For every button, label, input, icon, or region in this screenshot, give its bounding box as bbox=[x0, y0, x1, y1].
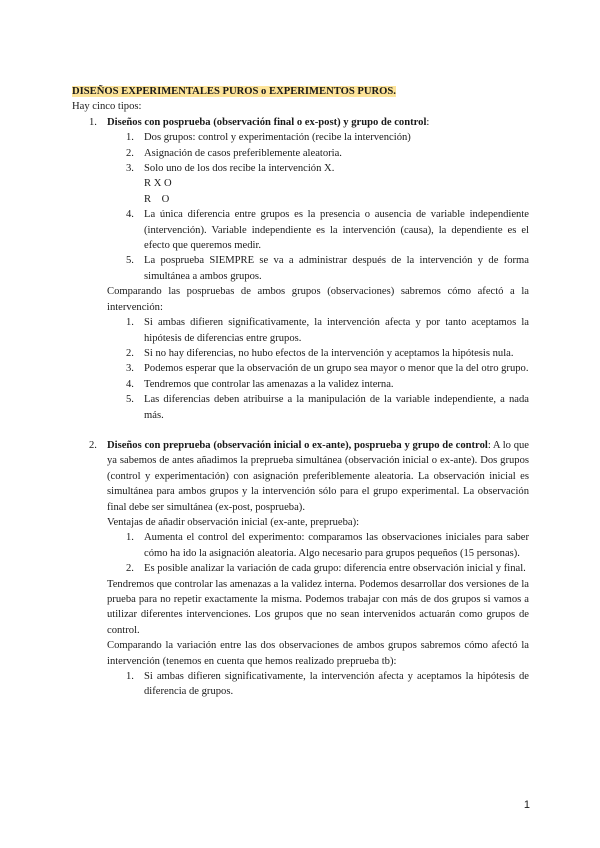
list-number: 1. bbox=[126, 317, 134, 329]
list-number: 1. bbox=[126, 132, 134, 144]
list-item bbox=[72, 253, 529, 284]
section-2-heading bbox=[72, 438, 529, 515]
section-number: 1. bbox=[89, 116, 97, 128]
list-number: 2. bbox=[126, 563, 134, 575]
section-1-heading bbox=[72, 115, 529, 130]
list-item bbox=[72, 669, 529, 700]
list-number: 3. bbox=[126, 363, 134, 375]
list-item bbox=[72, 392, 529, 423]
list-text: La única diferencia entre grupos es la presencia o ausencia de variable independiente (intervención). Variable independiente es la intervención (causa), la dependiente es el efecto que queremos medir. bbox=[144, 209, 529, 252]
section-2-title: Diseños con preprueba (observación inicial o ex-ante), posprueba y grupo de control bbox=[107, 439, 488, 451]
list-text: Si ambas difieren significativamente, la intervención afecta y por tanto aceptamos la hipótesis de diferencias entre grupos. bbox=[144, 317, 529, 344]
design-notation bbox=[72, 176, 529, 207]
list-item bbox=[72, 346, 529, 361]
list-item bbox=[72, 146, 529, 161]
page-content bbox=[72, 84, 529, 700]
list-text: Si ambas difieren significativamente, la intervención afecta y aceptamos la hipótesis de diferencia de grupos. bbox=[144, 671, 529, 698]
list-item bbox=[72, 377, 529, 392]
advantages-label: Ventajas de añadir observación inicial (ex-ante, preprueba): bbox=[107, 516, 360, 528]
section-number: 2. bbox=[89, 439, 97, 451]
list-text: La posprueba SIEMPRE se va a administrar después de la intervención y de forma simultánea a ambos grupos. bbox=[144, 255, 529, 282]
list-number: 1. bbox=[126, 671, 134, 683]
list-text: Si no hay diferencias, no hubo efectos de la intervención y aceptamos la hipótesis nula. bbox=[144, 347, 514, 359]
list-text: Es posible analizar la variación de cada grupo: diferencia entre observación inicial y final. bbox=[144, 563, 526, 575]
list-item bbox=[72, 315, 529, 346]
list-item bbox=[72, 161, 529, 176]
section-1-comparison: Comparando las pospruebas de ambos grupos (observaciones) sabremos cómo afectó a la intervención: bbox=[107, 286, 529, 313]
section-2-paragraph: Tendremos que controlar las amenazas a la validez interna. Podemos desarrollar dos versiones de la prueba para no repetir exactamente la misma. Podemos trabajar con más de dos grupos si vamos a utilizar diferentes intervenciones. Los grupos que no sean intervenidos actuarán como grupos de control. bbox=[107, 578, 529, 636]
list-text: Tendremos que controlar las amenazas a la validez interna. bbox=[144, 378, 394, 390]
list-number: 5. bbox=[126, 255, 134, 267]
list-number: 3. bbox=[126, 163, 134, 175]
title-line bbox=[72, 84, 529, 99]
list-number: 2. bbox=[126, 347, 134, 359]
design-line-experimental: R X O bbox=[144, 178, 172, 190]
list-text: Las diferencias deben atribuirse a la manipulación de la variable independiente, a nada más. bbox=[144, 394, 529, 421]
list-item bbox=[72, 530, 529, 561]
list-number: 5. bbox=[126, 394, 134, 406]
list-text: Aumenta el control del experimento: comparamos las observaciones iniciales para saber cómo ha ido la asignación aleatoria. Algo necesario para grupos pequeños (15 personas). bbox=[144, 532, 529, 559]
list-text: Dos grupos: control y experimentación (recibe la intervención) bbox=[144, 132, 411, 144]
list-item bbox=[72, 561, 529, 576]
design-line-control: R O bbox=[144, 193, 170, 205]
intro-text: Hay cinco tipos: bbox=[72, 101, 142, 113]
section-spacer bbox=[72, 423, 529, 438]
list-item bbox=[72, 361, 529, 376]
list-text: Solo uno de los dos recibe la intervención X. bbox=[144, 163, 335, 175]
list-text: Asignación de casos preferiblemente aleatoria. bbox=[144, 147, 342, 159]
list-number: 4. bbox=[126, 378, 134, 390]
list-item bbox=[72, 207, 529, 253]
list-text: Podemos esperar que la observación de un grupo sea mayor o menor que la del otro grupo. bbox=[144, 363, 529, 375]
document-title: DISEÑOS EXPERIMENTALES PUROS o EXPERIMENTOS PUROS. bbox=[72, 86, 396, 97]
list-number: 4. bbox=[126, 209, 134, 221]
list-number: 2. bbox=[126, 147, 134, 159]
list-number: 1. bbox=[126, 532, 134, 544]
page-number: 1 bbox=[523, 799, 530, 811]
section-2-comparison: Comparando la variación entre las dos observaciones de ambos grupos sabremos cómo afectó la intervención (tenemos en cuenta que hemos realizado preprueba tb): bbox=[107, 640, 529, 667]
section-1-title: Diseños con posprueba (observación final o ex-post) y grupo de control bbox=[107, 116, 427, 128]
list-item bbox=[72, 130, 529, 145]
section-2-body: : A lo que ya sabemos de antes añadimos la preprueba simultánea (observación inicial o ex-ante). Dos grupos (control y experimentación) con asignación preferiblemente aleatoria. La observación inicial es simultánea para ambos grupos y la intervención sólo para el grupo experimental. La observación final debe ser simultánea (ex-post, posprueba). bbox=[107, 439, 529, 513]
heading-colon: : bbox=[426, 116, 430, 128]
